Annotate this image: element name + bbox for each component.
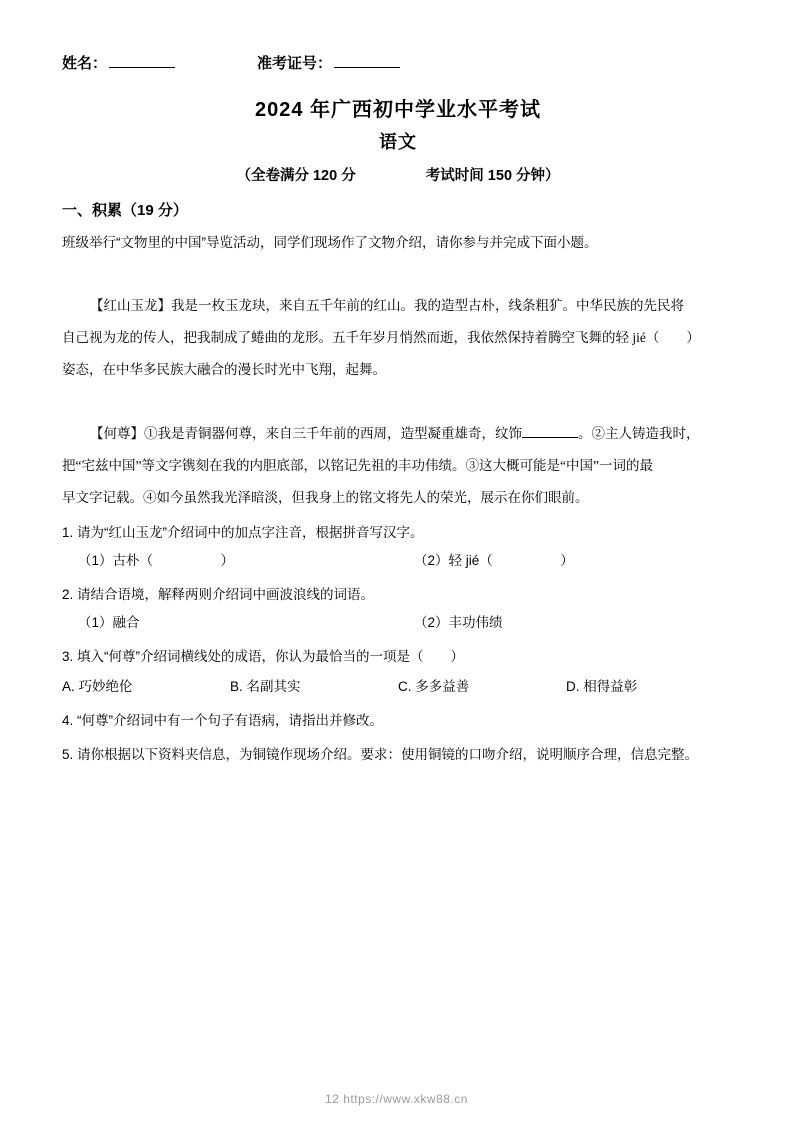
question-1 (62, 520, 734, 546)
question-2-sub-1[interactable]: （1）融合 (78, 615, 140, 630)
hezun-passage-line3: 早文字记载。④如今虽然我光泽暗淡，但我身上的铭文将先人的荣光，展示在你们眼前。 (62, 490, 589, 505)
option-b[interactable]: B. 名副其实 (230, 679, 301, 694)
question-1-text: 请为“红山玉龙”介绍词中的加点字注音，根据拼音写汉字。 (77, 525, 424, 540)
exam-meta (62, 164, 734, 185)
ticket-blank[interactable] (334, 54, 400, 68)
section-heading: 一、积累（19 分） (62, 202, 188, 219)
option-a[interactable]: A. 巧妙绝伦 (62, 679, 133, 694)
subject-title: 语文 (379, 132, 417, 152)
figure-jade-dragon (62, 266, 734, 284)
question-3-number: 3. (62, 649, 74, 664)
question-2-subs (62, 610, 734, 636)
option-c[interactable]: C. 多多益善 (398, 679, 470, 694)
jade-passage-line1 (62, 292, 734, 320)
page-title: 2024 年广西初中学业水平考试 (254, 99, 542, 121)
question-1-subs (62, 548, 734, 574)
hezun-idiom-blank[interactable] (522, 425, 578, 438)
ticket-label: 准考证号： (257, 55, 333, 72)
question-4 (62, 708, 734, 734)
question-4-text: “何尊”介绍词中有一个句子有语病，请指出并修改。 (77, 713, 384, 728)
student-info-row (62, 52, 734, 73)
name-label: 姓名： (62, 55, 108, 72)
hezun-passage-text1-tail: 。②主人铸造我时， (578, 426, 700, 441)
name-blank[interactable] (109, 54, 175, 68)
question-2-sub-2[interactable]: （2）丰功伟绩 (414, 615, 503, 630)
duration-label: 考试时间 150 分钟） (425, 168, 560, 184)
hezun-passage-text1: ①我是青铜器何尊，来自三千年前的西周，造型凝重雄奇，纹饰 (144, 426, 522, 441)
hezun-passage-line1 (62, 420, 734, 448)
figure-he-zun (62, 394, 734, 412)
question-5-text: 请你根据以下资料夹信息，为铜镜作现场介绍。要求：使用铜镜的口吻介绍，说明顺序合理，信息完整。 (77, 747, 699, 762)
page-footer: 12 https://www.xkw88.cn (325, 1092, 468, 1106)
jade-passage-label: 【红山玉龙】 (90, 298, 171, 313)
question-3 (62, 644, 734, 670)
hezun-passage-label: 【何尊】 (90, 426, 144, 441)
hezun-passage-line2: 把“宅兹中国”等文字镌刻在我的内胆底部，以铭记先祖的丰功伟绩。③这大概可能是“中国”一词的最 (62, 458, 653, 473)
question-1-sub-1[interactable]: （1）古朴（ ） (78, 553, 235, 568)
question-1-sub-2[interactable]: （2）轻 jié（ ） (414, 553, 574, 568)
jade-passage-line3: 姿态，在中华多民族大融合的漫长时光中飞翔，起舞。 (62, 362, 386, 377)
question-5 (62, 742, 734, 768)
page-content (62, 52, 734, 768)
question-3-text: 填入“何尊”介绍词横线处的成语，你认为最恰当的一项是（ ） (77, 649, 465, 664)
jade-passage-text1: 我是一枚玉龙玦，来自五千年前的红山。我的造型古朴，线条粗犷。中华民族的先民将 (171, 298, 684, 313)
section-intro: 班级举行“文物里的中国”导览活动，同学们现场作了文物介绍，请你参与并完成下面小题。 (62, 235, 598, 250)
question-3-options (62, 674, 734, 700)
question-5-number: 5. (62, 747, 74, 762)
question-1-number: 1. (62, 525, 74, 540)
jade-passage-line2: 自己视为龙的传人，把我制成了蜷曲的龙形。五千年岁月悄然而逝，我依然保持着腾空飞舞的轻 jié（ ） (62, 330, 700, 345)
full-score-label: （全卷满分 120 分 (236, 168, 356, 184)
question-2-text: 请结合语境，解释两则介绍词中画波浪线的词语。 (77, 587, 375, 602)
question-2-number: 2. (62, 587, 74, 602)
question-4-number: 4. (62, 713, 74, 728)
option-d[interactable]: D. 相得益彰 (566, 679, 638, 694)
question-2 (62, 582, 734, 608)
